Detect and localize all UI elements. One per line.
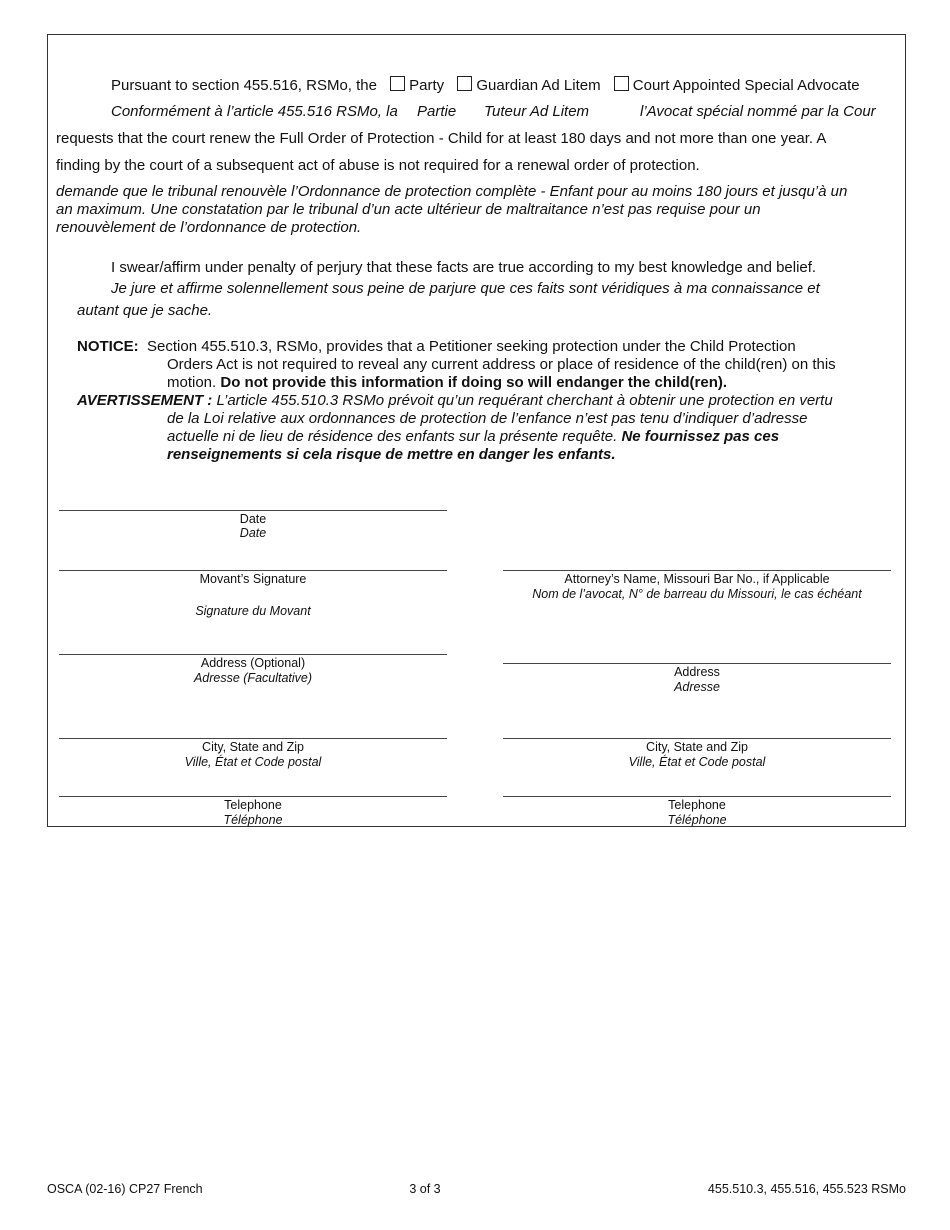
oath-en: I swear/affirm under penalty of perjury that these facts are true according to my best knowledge and belief. [111, 259, 817, 276]
attorney-label: Attorney’s Name, Missouri Bar No., if Applicable [564, 572, 830, 586]
avertissement-label: AVERTISSEMENT : [77, 392, 213, 409]
movant-city-line[interactable] [59, 738, 447, 739]
footer-statutes: 455.510.3, 455.516, 455.523 RSMo [707, 1182, 906, 1196]
intro-fr-option-guardian: Tuteur Ad Litem [484, 103, 590, 120]
intro-line [111, 76, 860, 94]
request-line-1: requests that the court renew the Full Order of Protection - Child for at least 180 days and not more than one year. A [56, 130, 827, 147]
avertissement-line-1 [77, 392, 833, 409]
attorney-phone-label: Telephone [668, 798, 726, 812]
notice-text-1: Section 455.510.3, RSMo, provides that a Petitioner seeking protection under the Child Protection [147, 338, 796, 355]
movant-city-label-fr: Ville, État et Code postal [184, 755, 322, 769]
date-line[interactable] [59, 510, 447, 511]
date-label-fr: Date [239, 526, 267, 540]
attorney-city-label: City, State and Zip [646, 740, 748, 754]
movant-address-line[interactable] [59, 654, 447, 655]
notice-label: NOTICE: [77, 338, 139, 355]
avertissement-text-3: actuelle ni de lieu de résidence des enfants sur la présente requête. [167, 428, 618, 445]
notice-line-3 [167, 374, 727, 391]
attorney-phone-label-fr: Téléphone [667, 813, 727, 827]
oath-fr-line-2: autant que je sache. [77, 302, 213, 319]
footer-page-number: 3 of 3 [409, 1182, 441, 1196]
checkbox-guardian-ad-litem[interactable] [457, 76, 472, 91]
movant-phone-label-fr: Téléphone [223, 813, 283, 827]
intro-fr-option-party: Partie [417, 103, 457, 120]
attorney-address-label: Address [674, 665, 720, 679]
attorney-label-fr: Nom de l’avocat, N° de barreau du Missouri, le cas échéant [532, 587, 862, 601]
attorney-city-label-fr: Ville, État et Code postal [628, 755, 766, 769]
request-line-2: finding by the court of a subsequent act of abuse is not required for a renewal order of protection. [56, 157, 700, 174]
checkbox-court-appointed-advocate[interactable] [614, 76, 629, 91]
checkbox-party[interactable] [390, 76, 405, 91]
option-casa-label: Court Appointed Special Advocate [632, 77, 860, 94]
request-fr-line-1: demande que le tribunal renouvèle l’Ordonnance de protection complète - Enfant pour au moins 180 jours et jusqu’à un [56, 183, 848, 200]
movant-phone-line[interactable] [59, 796, 447, 797]
intro-lead: Pursuant to section 455.516, RSMo, the [111, 77, 377, 94]
avertissement-warning-1: Ne fournissez pas ces [621, 428, 780, 445]
movant-signature-line[interactable] [59, 570, 447, 571]
option-guardian-label: Guardian Ad Litem [476, 77, 601, 94]
date-label: Date [239, 512, 267, 526]
intro-fr-lead: Conformément à l’article 455.516 RSMo, la [111, 103, 398, 120]
notice-line-1 [77, 338, 796, 355]
oath-fr-line-1: Je jure et affirme solennellement sous peine de parjure que ces faits sont véridiques à ma connaissance et [111, 280, 820, 297]
movant-signature-label-fr: Signature du Movant [195, 604, 311, 618]
movant-city-label: City, State and Zip [202, 740, 304, 754]
notice-line-2: Orders Act is not required to reveal any current address or place of residence of the child(ren) on this [167, 356, 836, 373]
notice-text-3: motion. [167, 374, 217, 391]
attorney-phone-line[interactable] [503, 796, 891, 797]
request-fr-line-3: renouvèlement de l’ordonnance de protection. [56, 219, 362, 236]
movant-address-label-fr: Adresse (Facultative) [193, 671, 313, 685]
intro-fr-option-casa: l’Avocat spécial nommé par la Cour [640, 103, 876, 120]
movant-phone-label: Telephone [224, 798, 282, 812]
avertissement-line-3 [167, 428, 779, 445]
avertissement-warning-2: renseignements si cela risque de mettre en danger les enfants. [167, 446, 616, 463]
option-party-label: Party [409, 77, 445, 94]
attorney-address-label-fr: Adresse [674, 680, 720, 694]
movant-signature-label: Movant’s Signature [199, 572, 307, 586]
avertissement-line-2: de la Loi relative aux ordonnances de protection de l’enfance n’est pas tenu d’indiquer d’adresse [167, 410, 808, 427]
movant-address-label: Address (Optional) [200, 656, 306, 670]
attorney-line[interactable] [503, 570, 891, 571]
footer-form-id: OSCA (02-16) CP27 French [47, 1182, 203, 1196]
avertissement-text-1: L’article 455.510.3 RSMo prévoit qu’un requérant cherchant à obtenir une protection en vertu [216, 392, 833, 409]
attorney-city-line[interactable] [503, 738, 891, 739]
request-fr-line-2: an maximum. Une constatation par le tribunal d’un acte ultérieur de maltraitance n’est pas requise pour un [56, 201, 761, 218]
attorney-address-line[interactable] [503, 663, 891, 664]
notice-warning: Do not provide this information if doing so will endanger the child(ren). [220, 374, 728, 391]
